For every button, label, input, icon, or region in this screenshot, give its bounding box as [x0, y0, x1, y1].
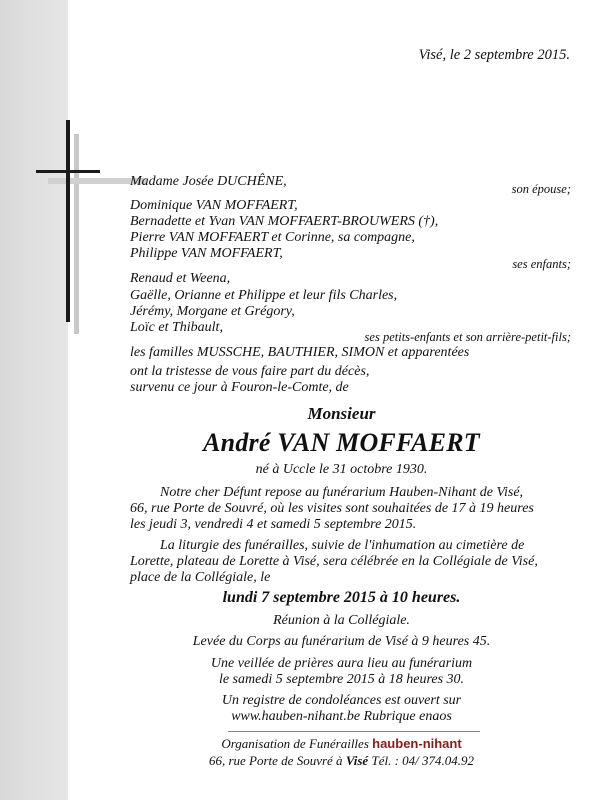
vigil-line: Une veillée de prières aura lieu au funérarium: [210, 656, 473, 671]
lifting-line: Levée du Corps au funérarium de Visé à 9 heures 45.: [192, 634, 491, 649]
announcement-line: ont la tristesse de vous faire part du décès,: [130, 364, 370, 379]
spouse-name: Madame Josée DUCHÊNE,: [130, 174, 287, 189]
footer-address: [68, 753, 615, 769]
child-line: Bernadette et Yvan VAN MOFFAERT-BROUWERS (†),: [130, 214, 439, 229]
families-line: les familles MUSSCHE, BAUTHIER, SIMON et apparentées: [130, 345, 470, 360]
grandchild-line: Loïc et Thibault,: [130, 320, 223, 335]
deceased-name: André VAN MOFFAERT: [203, 428, 480, 457]
grandchild-line: Jérémy, Morgane et Grégory,: [130, 304, 295, 319]
children-label: ses enfants;: [512, 257, 571, 271]
grandchild-line: Gaëlle, Orianne et Philippe et leur fils Charles,: [130, 288, 398, 303]
grandchild-line: Renaud et Weena,: [130, 271, 231, 286]
register-link[interactable]: www.hauben-nihant.be Rubrique enaos: [231, 709, 452, 724]
vigil-line: le samedi 5 septembre 2015 à 18 heures 30.: [218, 672, 465, 687]
visitation-line: les jeudi 3, vendredi 4 et samedi 5 septembre 2015.: [130, 517, 417, 532]
liturgy-line: place de la Collégiale, le: [130, 570, 271, 585]
deceased-birth: né à Uccle le 31 octobre 1930.: [255, 462, 428, 477]
footer-phone: Tél. : 04/ 374.04.92: [368, 753, 475, 768]
liturgy-line: Lorette, plateau de Lorette à Visé, sera célébrée en la Collégiale de Visé,: [130, 554, 538, 569]
announcement-line: survenu ce jour à Fouron-le-Comte, de: [130, 380, 349, 395]
brand-logo: hauben-nihant: [372, 736, 462, 751]
date-line: Visé, le 2 septembre 2015.: [418, 47, 570, 63]
spouse-label: son épouse;: [511, 182, 571, 196]
register-line: Un registre de condoléances est ouvert sur: [221, 693, 462, 708]
footer-organisation: [68, 736, 615, 752]
visitation-line: Notre cher Défunt repose au funérarium Hauben-Nihant de Visé,: [160, 485, 524, 500]
child-line: Pierre VAN MOFFAERT et Corinne, sa compagne,: [130, 230, 415, 245]
footer-org-prefix: Organisation de Funérailles: [221, 736, 373, 751]
child-line: Dominique VAN MOFFAERT,: [130, 198, 298, 213]
deceased-title: Monsieur: [307, 404, 376, 423]
child-line: Philippe VAN MOFFAERT,: [130, 246, 283, 261]
visitation-line: 66, rue Porte de Souvré, où les visites sont souhaitées de 17 à 19 heures: [130, 501, 534, 516]
grandchildren-label: ses petits-enfants et son arrière-petit-fils;: [364, 330, 571, 344]
footer-address-prefix: 66, rue Porte de Souvré à: [208, 753, 346, 768]
funeral-date: lundi 7 septembre 2015 à 10 heures.: [222, 589, 461, 606]
liturgy-line: La liturgie des funérailles, suivie de l'inhumation au cimetière de: [160, 538, 525, 553]
cross-icon: [36, 120, 136, 330]
footer-divider: [228, 731, 480, 732]
footer-city: Visé: [345, 753, 369, 768]
meeting-line: Réunion à la Collégiale.: [273, 613, 410, 628]
